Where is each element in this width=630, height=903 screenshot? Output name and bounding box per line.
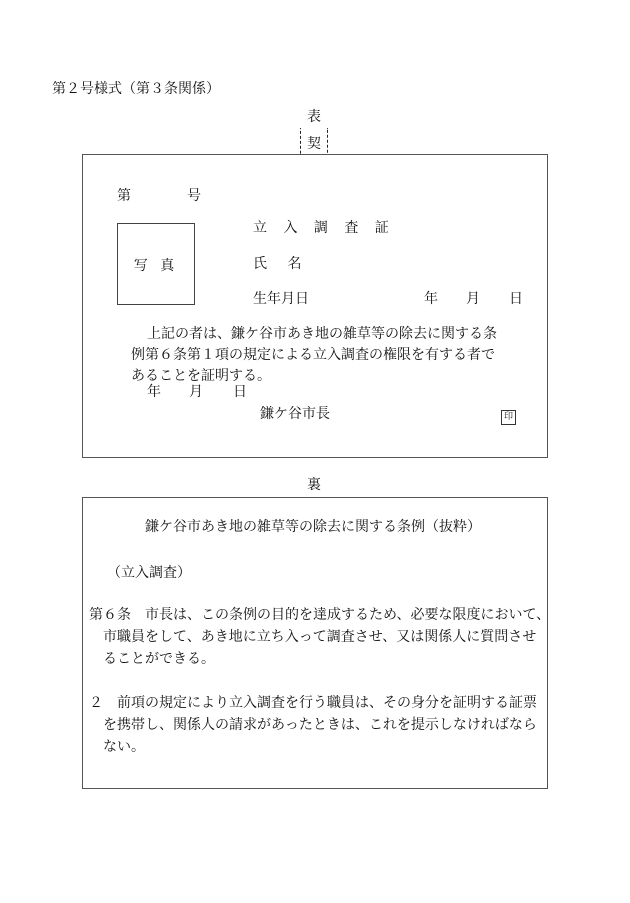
issue-day-label: 日: [233, 384, 247, 400]
article6-line-3: ることができる。: [103, 651, 215, 667]
paragraph2-line-1: ２ 前項の規定により立入調査を行う職員は、その身分を証明する証票: [89, 695, 537, 711]
birth-month-label: 月: [466, 291, 480, 307]
birth-date-label: 生年月日: [253, 291, 309, 307]
certificate-front-card: [82, 154, 548, 458]
keiin-char-1: 契: [307, 136, 321, 152]
certificate-back-card: [82, 497, 551, 789]
paragraph2-line-2: を携帯し、関係人の請求があったときは、これを提示しなければなら: [103, 717, 537, 733]
number-suffix: 号: [187, 188, 201, 204]
birth-day-label: 日: [509, 291, 523, 307]
paragraph2-line-3: ない。: [103, 739, 145, 755]
seal-icon: [501, 404, 516, 425]
seal-mark: 印: [501, 410, 516, 425]
article6-line-1: 第６条 市長は、この条例の目的を達成するため、必要な限度において、: [89, 607, 551, 623]
birth-year-label: 年: [424, 291, 438, 307]
issue-year-label: 年: [147, 384, 161, 400]
front-side-label: 表: [307, 109, 321, 125]
section-heading: （立入調査）: [107, 565, 191, 581]
back-side-label: 裏: [307, 477, 321, 493]
form-title: 第２号様式（第３条関係）: [52, 81, 220, 97]
article6-line-2: 市職員をして、あき地に立ち入って調査させ、又は関係人に質問させ: [103, 629, 537, 645]
issue-month-label: 月: [189, 384, 203, 400]
body-line-2: 例第６条第１項の規定による立入調査の権限を有する者で: [131, 347, 495, 363]
photo-label: 写 真: [133, 258, 179, 274]
ordinance-excerpt-title: 鎌ケ谷市あき地の雑草等の除去に関する条例（抜粋）: [145, 519, 481, 535]
body-line-1: 上記の者は、鎌ケ谷市あき地の雑草等の除去に関する条: [147, 326, 497, 342]
number-prefix: 第: [117, 188, 131, 204]
photo-box: [117, 223, 195, 305]
body-line-3: あることを証明する。: [131, 368, 271, 384]
certificate-title: 立 入 調 査 証: [253, 220, 395, 236]
name-label: 氏 名: [253, 256, 310, 272]
issuer-name: 鎌ケ谷市長: [260, 406, 330, 422]
